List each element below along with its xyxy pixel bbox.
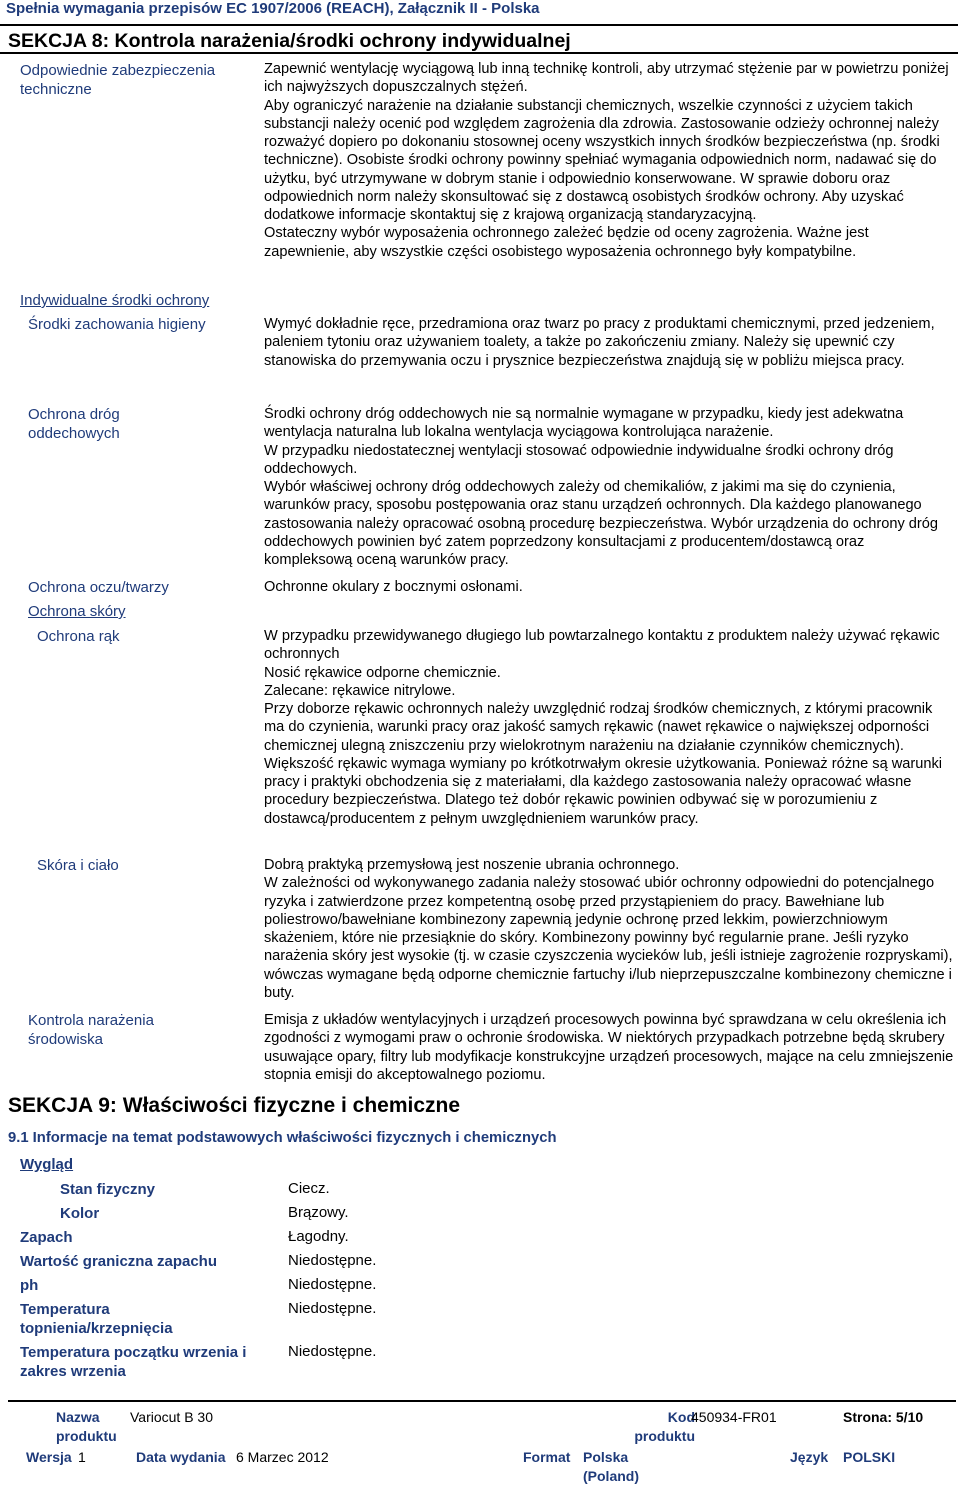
- environment-label: Kontrola narażenia środowiska: [28, 1012, 154, 1048]
- version-value: 1: [78, 1449, 86, 1465]
- melting-point-label: Temperatura topnienia/krzepnięcia: [20, 1301, 173, 1337]
- section-9-title: SEKCJA 9: Właściwości fizyczne i chemiczne: [8, 1094, 461, 1117]
- page-footer: [8, 1400, 956, 1498]
- boiling-point-value: Niedostępne.: [288, 1343, 377, 1360]
- product-code-label: Kod produktu: [634, 1409, 695, 1444]
- hygiene-label: Środki zachowania higieny: [28, 316, 206, 333]
- ppe-label: Indywidualne środki ochrony: [20, 292, 210, 309]
- ph-value: Niedostępne.: [288, 1276, 377, 1293]
- odor-threshold-value: Niedostępne.: [288, 1252, 377, 1269]
- appearance-label: Wygląd: [20, 1156, 74, 1173]
- product-code-value: 450934-FR01: [691, 1409, 777, 1425]
- boiling-point-label: Temperatura początku wrzenia i zakres wrzenia: [20, 1344, 247, 1380]
- section-8-title-bar: [0, 24, 958, 54]
- issue-date-label: Data wydania: [136, 1449, 226, 1465]
- melting-point-value: Niedostępne.: [288, 1300, 377, 1317]
- color-label: Kolor: [60, 1205, 100, 1222]
- eye-face-text: Ochronne okulary z bocznymi osłonami.: [264, 579, 523, 595]
- language-label: Język: [790, 1449, 829, 1465]
- language-value: POLSKI: [843, 1449, 896, 1465]
- skin-label: Ochrona skóry: [28, 603, 126, 620]
- physical-state-value: Ciecz.: [288, 1180, 330, 1197]
- hand-text: W przypadku przewidywanego długiego lub powtarzalnego kontaktu z produktem należy używać rękawic ochronnych Nosić rękawice odporne chemicznie. Zalecane: rękawice nitrylowe. Przy doborze rękawic ochronnych należy uwzględnić rodzaj środków chemicznych, z którymi pracownik ma do czynienia, warunki pracy oraz jakość samych rękawic (nawet rękawice o największej odporności chemicznej ulegną zniszczeniu przy wielokrotnym narażeniu na działanie czynników chemicznych). Większość rękawic wymaga wymiany po krótkotrwałym okresie użytkowania. Ponieważ różne są warunki pracy i praktyki obchodzenia się z materiałami, dla każdego zastosowania należy opracować własne procedury bezpieczeństwa. Dlatego też dobór rękawic powinien odbywać się w porozumieniu z dostawcą/producentem z pełnym uwzględnieniem warunków pracy.: [264, 628, 943, 827]
- odor-value: Łagodny.: [288, 1228, 349, 1245]
- respiratory-label: Ochrona dróg oddechowych: [28, 406, 120, 442]
- section-8-title: SEKCJA 8: Kontrola narażenia/środki ochrony indywidualnej: [8, 30, 571, 52]
- format-label: Format: [523, 1449, 571, 1465]
- physical-state-label: Stan fizyczny: [60, 1181, 156, 1198]
- tech-controls-text: Zapewnić wentylację wyciągową lub inną technikę kontroli, aby utrzymać stężenie par w powietrzu poniżej ich najwyższych dopuszczalnych stężeń. Aby ograniczyć narażenie na działanie substancji chemicznych, wszelkie czynności z użyciem takich substancji należy ocenić pod względem zagrożenia dla zdrowia. Zastosowanie odzieży ochronnej należy rozważyć dopiero po dokonaniu stosownej oceny wszystkich innych środków bezpieczeństwa (np. środki techniczne). Osobiste środki ochrony powinny spełniać wymagania odpowiednich norm, nadawać się do użytku, być utrzymywane w dobrym stanie i odpowiednio konserwowane. W sprawie doboru oraz odpowiednich norm należy skonsultować się z dostawcą osobistych środków ochrony. Aby uzyskać dodatkowe informacje skontaktuj się z krajową organizacją standaryzacyjną. Ostateczny wybór wyposażenia ochronnego zależeć będzie od oceny zagrożenia. Ważne jest zapewnienie, aby wszystkie części osobistego wyposażenia ochronnego były kompatybilne.: [264, 61, 949, 260]
- color-value: Brązowy.: [288, 1204, 349, 1221]
- eye-face-label: Ochrona oczu/twarzy: [28, 579, 169, 596]
- page-number: Strona: 5/10: [843, 1409, 924, 1425]
- body-skin-label: Skóra i ciało: [37, 857, 119, 874]
- odor-label: Zapach: [20, 1229, 73, 1246]
- section-9-1-subtitle: 9.1 Informacje na temat podstawowych właściwości fizycznych i chemicznych: [8, 1130, 557, 1146]
- body-skin-text: Dobrą praktyką przemysłową jest noszenie ubrania ochronnego. W zależności od wykonywanego zadania należy stosować ubiór ochronny odpowiedni do potencjalnego ryzyka i zatwierdzone przez kompetentną osobę przed przystąpieniem do pracy. Bawełniane lub poliestrowo/bawełniane kombinezony zapewnią jedynie ochronę przed lekkim, powierzchniowym skażeniem, które nie przesiąknie do skóry. Kombinezony powinny być regularnie prane. Jeśli ryzyko narażenia skóry jest wysokie (tj. w czasie czyszczenia wycieków lub, jeśli istnieje zagrożenie rozpryskami), wówczas wymagane będą odporne chemicznie fartuchy i/lub nieprzepuszczalne kombinezony chemiczne i buty.: [264, 857, 953, 1001]
- issue-date-value: 6 Marzec 2012: [236, 1449, 329, 1465]
- version-label: Wersja: [26, 1449, 72, 1465]
- product-name-value: Variocut B 30: [130, 1409, 214, 1425]
- hygiene-text: Wymyć dokładnie ręce, przedramiona oraz twarz po pracy z produktami chemicznymi, przed jedzeniem, paleniem tytoniu oraz używaniem toalety, a także po zakończeniu zmiany. Należy się upewnić czy stanowiska do przemywania oczu i prysznice bezpieczeństwa znajdują się w pobliżu miejsca pracy.: [264, 316, 935, 369]
- page-header: Spełnia wymagania przepisów EC 1907/2006 (REACH), Załącznik II - Polska: [6, 0, 540, 17]
- odor-threshold-label: Wartość graniczna zapachu: [20, 1253, 217, 1270]
- hand-label: Ochrona rąk: [37, 628, 120, 645]
- tech-controls-label: Odpowiednie zabezpieczenia techniczne: [20, 62, 216, 98]
- product-name-label: Nazwa produktu: [56, 1409, 117, 1444]
- environment-text: Emisja z układów wentylacyjnych i urządzeń procesowych powinna być sprawdzana w celu określenia ich zgodności z wymogami praw o ochronie środowiska. W niektórych przypadkach potrzebne będą skrubery usuwające opary, filtry lub modyfikacje konstrukcyjne urządzeń procesowych, mające na celu zmniejszenie stopnia emisji do akceptowalnego poziomu.: [264, 1012, 954, 1083]
- format-value: Polska (Poland): [583, 1449, 639, 1484]
- respiratory-text: Środki ochrony dróg oddechowych nie są normalnie wymagane w przypadku, kiedy jest adekwatna wentylacja naturalna lub lokalna wentylacja wyciągowa kontrolująca narażenie. W przypadku niedostatecznej wentylacji stosować odpowiednie indywidualne środki ochrony dróg oddechowych. Wybór właściwej ochrony dróg oddechowych zależy od chemikaliów, z jakimi ma się do czynienia, warunków pracy, sposobu postępowania oraz stanu urządzeń ochronnych. Dla każdego planowanego zastosowania należy opracować osobną procedurę bezpieczeństwa. Wybór urządzenia do ochrony dróg oddechowych powinien być zatem poprzedzony konsultacjami z producentem/dostawcą oraz kompleksową oceną warunków pracy.: [264, 406, 939, 568]
- ph-label: ph: [20, 1277, 39, 1294]
